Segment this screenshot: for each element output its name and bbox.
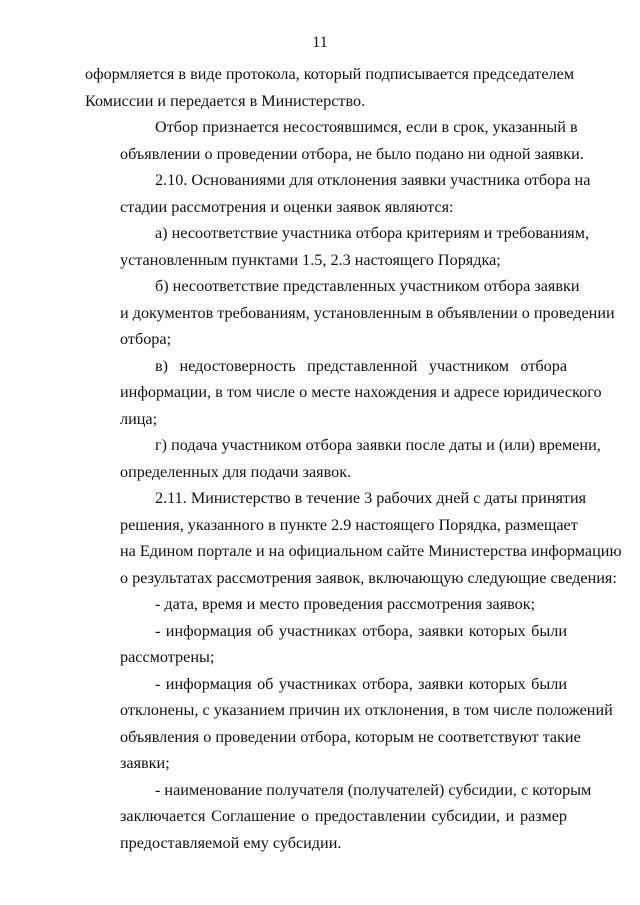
text-line: а) несоответствие участника отбора критериям и требованиям, [155,224,590,242]
text-line: рассмотрены; [120,648,215,666]
paragraph [85,485,622,591]
text-line: предоставляемой ему субсидии. [120,833,342,852]
text-line: - наименование получателя (получателей) субсидии, с которым [155,780,592,799]
text-line: Комиссии и передается в Министерство. [85,91,366,110]
paragraph [85,432,601,485]
document-body [85,61,622,856]
text-line: лица; [120,409,158,428]
text-line: оформляется в виде протокола, который подписывается председателем [85,65,575,83]
paragraph [85,61,575,114]
text-line: решения, указанного в пункте 2.9 настоящего Порядка, размещает [120,515,578,534]
text-line: - информация об участниках отбора, заявки которых были [155,674,567,693]
text-line: определенных для подачи заявок. [120,462,352,481]
paragraph [85,273,615,353]
text-line: заявки; [120,754,170,772]
text-line: и документов требованиям, установленным в объявлении о проведении [120,303,615,322]
text-line: о результатах рассмотрения заявок, включающую следующие сведения: [120,568,617,587]
text-line: 2.11. Министерство в течение 3 рабочих дней с даты принятия [155,489,587,507]
text-line: 2.10. Основаниями для отклонения заявки участника отбора на [155,171,591,189]
text-line: б) несоответствие представленных участником отбора заявки [155,277,580,295]
paragraph [85,591,567,618]
page-number: 11 [312,34,328,51]
paragraph [85,353,602,433]
text-line: объявления о проведении отбора, которым не соответствуют такие [120,727,581,746]
text-line: отклонены, с указанием причин их отклонения, в том числе положений [120,701,613,719]
text-line: заключается Соглашение о предоставлении субсидии, и размер [120,807,567,825]
text-line: - информация об участниках отбора, заявки которых были [155,621,567,640]
text-line: на Едином портале и на официальном сайте Министерства информацию [120,542,622,560]
text-line: информации, в том числе о месте нахождения и адресе юридического [120,383,602,401]
paragraph [85,777,592,857]
paragraph [85,220,590,273]
paragraph [85,167,591,220]
text-line: Отбор признается несостоявшимся, если в срок, указанный в [155,118,578,136]
text-line: объявлении о проведении отбора, не было подано ни одной заявки. [120,144,584,163]
text-line: г) подача участником отбора заявки после даты и (или) времени, [155,436,601,454]
paragraph [85,618,567,671]
text-line: стадии рассмотрения и оценки заявок являются: [120,197,454,216]
text-line: отбора; [120,330,172,348]
text-line: в) недостоверность представленной участником отбора [155,356,567,375]
text-line: - дата, время и место проведения рассмотрения заявок; [155,595,536,613]
paragraph [85,671,613,777]
paragraph [85,114,584,167]
text-line: установленным пунктами 1.5, 2.3 настоящего Порядка; [120,250,501,269]
